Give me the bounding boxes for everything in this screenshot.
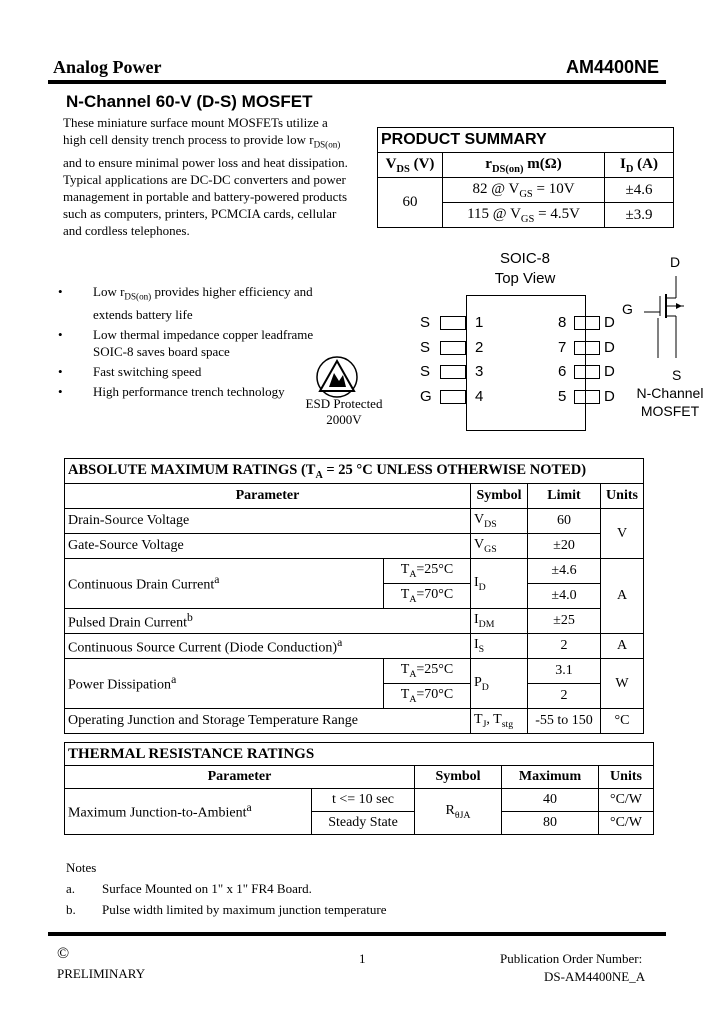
cond-end: =70°C bbox=[416, 687, 454, 703]
note-text: Surface Mounted on 1" x 1" FR4 Board. bbox=[102, 881, 312, 896]
param-sup: a bbox=[171, 673, 177, 687]
note-item bbox=[66, 878, 387, 899]
pin-number: 5 bbox=[558, 387, 567, 405]
pin-lead bbox=[440, 316, 466, 330]
param-text: Continuous Drain Current bbox=[68, 577, 215, 593]
pin-row bbox=[420, 360, 489, 385]
feature-text: provides higher efficiency and extends battery life bbox=[93, 284, 313, 322]
package-view: Top View bbox=[494, 270, 556, 287]
amr-limit: ±20 bbox=[528, 534, 601, 559]
pin-row bbox=[420, 336, 489, 361]
h-text: r bbox=[485, 155, 492, 172]
amr-limit: ±4.0 bbox=[528, 584, 601, 609]
amr-param bbox=[65, 659, 384, 709]
symbol-caption-2: MOSFET bbox=[640, 403, 700, 419]
amr-unit: V bbox=[601, 509, 644, 559]
amr-h-param: Parameter bbox=[65, 484, 471, 509]
feature-item bbox=[55, 326, 345, 360]
pin-lead bbox=[574, 365, 600, 379]
amr-symbol bbox=[471, 559, 528, 609]
cond-sub: A bbox=[409, 593, 417, 605]
h-unit: m(Ω) bbox=[523, 155, 562, 172]
amr-title-end: = 25 °C UNLESS OTHERWISE NOTED) bbox=[322, 461, 587, 478]
pin-row bbox=[420, 385, 489, 410]
left-pins bbox=[420, 311, 489, 409]
header-id bbox=[605, 153, 674, 178]
notes bbox=[66, 857, 387, 920]
esd-warning-icon bbox=[312, 355, 362, 399]
h-sub: DS bbox=[396, 163, 410, 175]
pin-label: D bbox=[604, 338, 615, 356]
amr-limit: 2 bbox=[528, 684, 601, 709]
sym: R bbox=[445, 802, 455, 818]
pin-lead bbox=[440, 341, 466, 355]
pin-label: D bbox=[604, 387, 615, 405]
amr-param: Operating Junction and Storage Temperature Range bbox=[65, 709, 471, 734]
id-value: ±3.9 bbox=[605, 203, 674, 228]
header-rds bbox=[443, 153, 605, 178]
note-item bbox=[66, 899, 387, 920]
feature-text: Low r bbox=[93, 284, 125, 299]
sym: I bbox=[474, 612, 479, 628]
trr-unit: °C/W bbox=[599, 812, 654, 835]
mosfet-symbol-icon bbox=[636, 262, 696, 372]
param-sup: a bbox=[337, 635, 343, 649]
symbol-caption bbox=[632, 384, 708, 420]
h-sub: D bbox=[625, 163, 634, 175]
sym-sub: GS bbox=[484, 543, 497, 555]
package-name: SOIC-8 bbox=[499, 250, 550, 267]
sym: V bbox=[474, 537, 485, 553]
amr-limit: -55 to 150 bbox=[528, 709, 601, 734]
rds-sub: GS bbox=[520, 213, 535, 225]
notes-title: Notes bbox=[66, 860, 97, 875]
pin-number: 1 bbox=[475, 314, 484, 331]
sym: V bbox=[474, 512, 485, 528]
thermal-resistance-table bbox=[64, 742, 654, 835]
amr-cond bbox=[384, 659, 471, 684]
sym-sub: S bbox=[478, 643, 485, 655]
intro-paragraph bbox=[63, 114, 348, 239]
amr-param bbox=[65, 634, 471, 659]
trr-title: THERMAL RESISTANCE RATINGS bbox=[65, 743, 654, 766]
amr-unit: A bbox=[601, 634, 644, 659]
rds-sub: GS bbox=[519, 188, 533, 200]
pin-number: 8 bbox=[558, 314, 567, 331]
sym2: , T bbox=[486, 712, 502, 728]
amr-title bbox=[65, 459, 644, 484]
cond: T bbox=[400, 562, 410, 578]
pin-number: 2 bbox=[475, 338, 484, 356]
param-text: Pulsed Drain Current bbox=[68, 615, 187, 631]
amr-param bbox=[65, 559, 384, 609]
rds-end: = 10V bbox=[532, 180, 575, 197]
header-rule bbox=[48, 80, 666, 84]
esd-label bbox=[304, 396, 384, 428]
amr-unit: W bbox=[601, 659, 644, 709]
header-vds bbox=[378, 153, 443, 178]
pin-label: S bbox=[420, 338, 431, 356]
intro-text-2: and to ensure minimal power loss and heat dissipation. Typical applications are DC-DC converters and power management in portable and battery-powered products such as computers, printers, PCMCIA cards, cellular and cordless telephones. bbox=[63, 154, 348, 238]
symbol-caption-1: N-Channel bbox=[636, 385, 704, 401]
pin-number: 4 bbox=[475, 387, 484, 405]
amr-limit: ±4.6 bbox=[528, 559, 601, 584]
right-pins bbox=[558, 311, 620, 409]
feature-text: High performance trench technology bbox=[93, 383, 285, 399]
rds-value bbox=[443, 203, 605, 228]
pin-label: D bbox=[604, 363, 615, 380]
amr-symbol bbox=[471, 709, 528, 734]
cond-sub: A bbox=[409, 693, 417, 705]
trr-h-units: Units bbox=[599, 766, 654, 789]
amr-limit: 2 bbox=[528, 634, 601, 659]
bullet-icon: • bbox=[58, 383, 63, 399]
feature-item bbox=[55, 383, 345, 400]
amr-symbol bbox=[471, 609, 528, 634]
trr-cond: Steady State bbox=[312, 812, 415, 835]
rds-text: 115 @ V bbox=[467, 205, 521, 222]
pin-row bbox=[558, 360, 620, 385]
pin-row bbox=[558, 385, 620, 410]
amr-title-sub: A bbox=[315, 469, 323, 481]
absolute-max-ratings-table bbox=[64, 458, 644, 734]
amr-symbol bbox=[471, 634, 528, 659]
esd-line2: 2000V bbox=[326, 412, 362, 427]
trr-max: 80 bbox=[502, 812, 599, 835]
part-number: AM4400NE bbox=[566, 57, 660, 77]
cond-end: =25°C bbox=[416, 662, 454, 678]
amr-limit: 3.1 bbox=[528, 659, 601, 684]
h-unit: (A) bbox=[633, 155, 658, 172]
sym2-sub: stg bbox=[501, 718, 514, 730]
esd-line1: ESD Protected bbox=[305, 396, 383, 411]
amr-limit: ±25 bbox=[528, 609, 601, 634]
amr-cond bbox=[384, 584, 471, 609]
id-value: ±4.6 bbox=[605, 178, 674, 203]
pin-row bbox=[558, 336, 620, 361]
pin-lead bbox=[440, 390, 466, 404]
footer-rule bbox=[48, 932, 666, 936]
h-sub: DS(on) bbox=[491, 163, 524, 175]
sym-sub: θJA bbox=[454, 809, 471, 821]
note-key: b. bbox=[66, 902, 76, 917]
feature-item bbox=[55, 363, 345, 380]
pin-row bbox=[420, 311, 489, 336]
note-key: a. bbox=[66, 881, 76, 896]
feature-list bbox=[55, 283, 345, 403]
pub-label: Publication Order Number: bbox=[500, 951, 643, 966]
product-summary-title: PRODUCT SUMMARY bbox=[378, 128, 674, 153]
pin-lead bbox=[574, 390, 600, 404]
amr-symbol bbox=[471, 509, 528, 534]
amr-h-symbol: Symbol bbox=[471, 484, 528, 509]
sym-sub: DM bbox=[478, 618, 495, 630]
cond-end: =70°C bbox=[416, 587, 454, 603]
feature-sub: DS(on) bbox=[124, 291, 152, 302]
pin-lead bbox=[440, 365, 466, 379]
bullet-icon: • bbox=[58, 363, 63, 379]
amr-limit: 60 bbox=[528, 509, 601, 534]
bullet-icon: • bbox=[58, 284, 63, 299]
feature-text: Low thermal impedance copper leadframe SOIC-8 saves board space bbox=[93, 326, 314, 359]
trr-h-symbol: Symbol bbox=[415, 766, 502, 789]
pin-number: 6 bbox=[558, 363, 567, 380]
rds-text: 82 @ V bbox=[472, 180, 520, 197]
param-sup: a bbox=[214, 573, 220, 587]
h-text: I bbox=[619, 155, 626, 172]
pin-label: S bbox=[420, 314, 431, 331]
trr-unit: °C/W bbox=[599, 789, 654, 812]
page-title: N-Channel 60-V (D-S) MOSFET bbox=[66, 92, 313, 111]
rds-value bbox=[443, 178, 605, 203]
trr-param bbox=[65, 789, 312, 835]
h-text: V bbox=[385, 155, 397, 172]
rds-end: = 4.5V bbox=[534, 205, 580, 222]
trr-h-max: Maximum bbox=[502, 766, 599, 789]
amr-cond bbox=[384, 559, 471, 584]
sym: I bbox=[474, 574, 479, 590]
pin-lead bbox=[574, 341, 600, 355]
sym-sub: D bbox=[478, 581, 486, 593]
amr-title-text: ABSOLUTE MAXIMUM RATINGS (T bbox=[68, 461, 316, 478]
feature-text: Fast switching speed bbox=[93, 363, 202, 379]
h-unit: (V) bbox=[409, 155, 435, 172]
sym-sub: DS bbox=[484, 518, 497, 530]
cond: T bbox=[400, 687, 410, 703]
trr-h-param: Parameter bbox=[65, 766, 415, 789]
copyright-symbol: © bbox=[57, 945, 70, 962]
cond: T bbox=[400, 662, 410, 678]
amr-h-limit: Limit bbox=[528, 484, 601, 509]
sym: T bbox=[474, 712, 483, 728]
param-sup: b bbox=[186, 610, 193, 624]
pin-number: 7 bbox=[558, 338, 567, 356]
param-text: Power Dissipation bbox=[68, 677, 172, 693]
company-name: Analog Power bbox=[53, 57, 162, 77]
amr-unit: °C bbox=[601, 709, 644, 734]
drain-label: D bbox=[670, 254, 681, 270]
source-label: S bbox=[672, 367, 682, 383]
trr-cond: t <= 10 sec bbox=[312, 789, 415, 812]
param-sup: a bbox=[246, 801, 252, 815]
pub-number: DS-AM4400NE_A bbox=[544, 969, 646, 984]
param-text: Maximum Junction-to-Ambient bbox=[68, 805, 247, 821]
param-text: Continuous Source Current (Diode Conduction) bbox=[68, 640, 338, 656]
feature-item bbox=[55, 283, 345, 323]
note-text: Pulse width limited by maximum junction temperature bbox=[102, 902, 387, 917]
sym-sub: J bbox=[482, 718, 487, 730]
trr-symbol bbox=[415, 789, 502, 835]
sym: I bbox=[474, 637, 479, 653]
pin-row bbox=[558, 311, 620, 336]
amr-param: Gate-Source Voltage bbox=[65, 534, 471, 559]
cond: T bbox=[400, 587, 410, 603]
cond-sub: A bbox=[409, 568, 417, 580]
amr-h-units: Units bbox=[601, 484, 644, 509]
sym-sub: D bbox=[481, 681, 489, 693]
pin-label: S bbox=[420, 363, 431, 380]
status-text: PRELIMINARY bbox=[57, 966, 146, 981]
amr-cond bbox=[384, 684, 471, 709]
amr-unit: A bbox=[601, 559, 644, 634]
page-number: 1 bbox=[359, 951, 366, 966]
gate-label: G bbox=[622, 301, 633, 317]
pin-label: G bbox=[420, 387, 432, 405]
trr-max: 40 bbox=[502, 789, 599, 812]
amr-symbol bbox=[471, 534, 528, 559]
bullet-icon: • bbox=[58, 326, 63, 342]
cond-end: =25°C bbox=[416, 562, 454, 578]
package-title bbox=[466, 249, 584, 289]
intro-text-1: These miniature surface mount MOSFETs utilize a high cell density trench process to provide low r bbox=[63, 115, 328, 147]
sym: P bbox=[474, 674, 482, 690]
pin-number: 3 bbox=[475, 363, 484, 380]
vds-value: 60 bbox=[378, 178, 443, 228]
amr-param bbox=[65, 609, 471, 634]
intro-sub: DS(on) bbox=[313, 139, 341, 150]
cond-sub: A bbox=[409, 668, 417, 680]
amr-param: Drain-Source Voltage bbox=[65, 509, 471, 534]
publication-number bbox=[500, 950, 645, 986]
pin-label: D bbox=[604, 314, 615, 331]
product-summary-table bbox=[377, 127, 674, 228]
amr-symbol bbox=[471, 659, 528, 709]
pin-lead bbox=[574, 316, 600, 330]
